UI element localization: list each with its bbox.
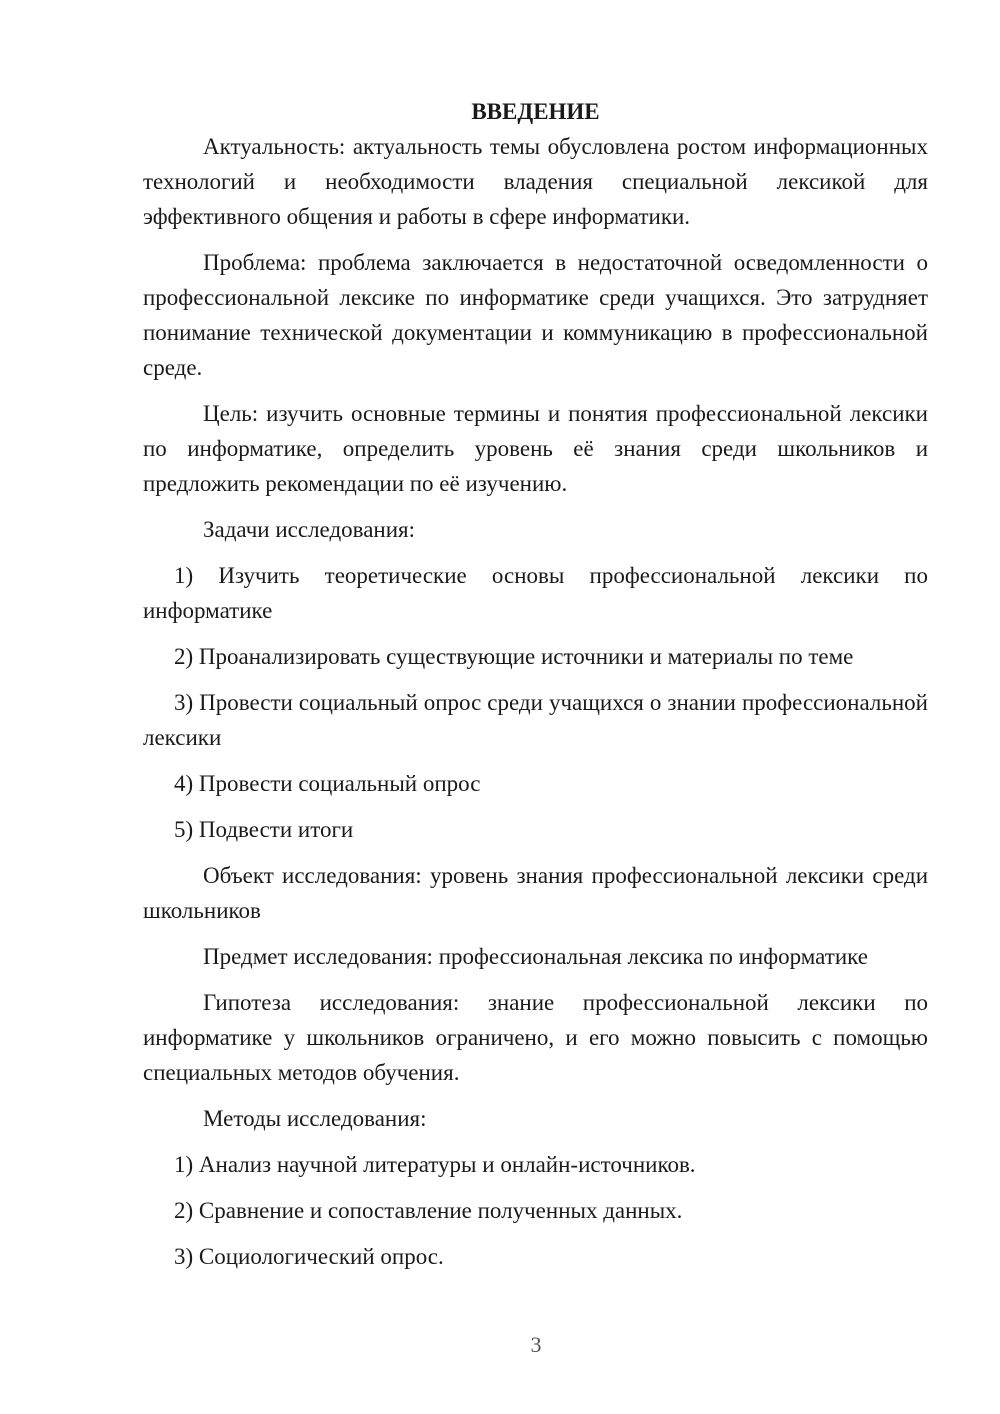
problem-paragraph: Проблема: проблема заключается в недостаточной осведомленности о профессиональной лексике по информатике среди учащихся. Это затрудняет понимание технической документации и коммуникацию в профессиональной среде. <box>143 250 928 380</box>
relevance-paragraph: Актуальность: актуальность темы обусловлена ростом информационных технологий и необходимости владения специальной лексикой для эффективного общения и работы в сфере информатики. <box>143 134 928 229</box>
method-item: 1) Анализ научной литературы и онлайн-источников. <box>174 1152 696 1177</box>
page-title: ВВЕДЕНИЕ <box>471 99 600 124</box>
method-item: 2) Сравнение и сопоставление полученных данных. <box>174 1198 683 1223</box>
task-item: 1) Изучить теоретические основы профессиональной лексики по информатике <box>143 563 928 623</box>
task-item: 3) Провести социальный опрос среди учащихся о знании профессиональной лексики <box>143 690 928 750</box>
page-number: 3 <box>530 1332 542 1357</box>
subject-paragraph: Предмет исследования: профессиональная лексика по информатике <box>203 944 868 969</box>
goal-paragraph: Цель: изучить основные термины и понятия профессиональной лексики по информатике, определить уровень её знания среди школьников и предложить рекомендации по её изучению. <box>143 401 928 496</box>
methods-heading: Методы исследования: <box>203 1106 427 1131</box>
task-item: 5) Подвести итоги <box>174 817 354 842</box>
tasks-heading: Задачи исследования: <box>203 517 416 542</box>
document-page <box>143 94 928 1285</box>
method-item: 3) Социологический опрос. <box>174 1244 444 1269</box>
hypothesis-paragraph: Гипотеза исследования: знание профессиональной лексики по информатике у школьников ограничено, и его можно повысить с помощью специальных методов обучения. <box>143 990 928 1085</box>
object-paragraph: Объект исследования: уровень знания профессиональной лексики среди школьников <box>143 863 928 923</box>
task-item: 4) Провести социальный опрос <box>174 771 481 796</box>
task-item: 2) Проанализировать существующие источники и материалы по теме <box>174 644 854 669</box>
